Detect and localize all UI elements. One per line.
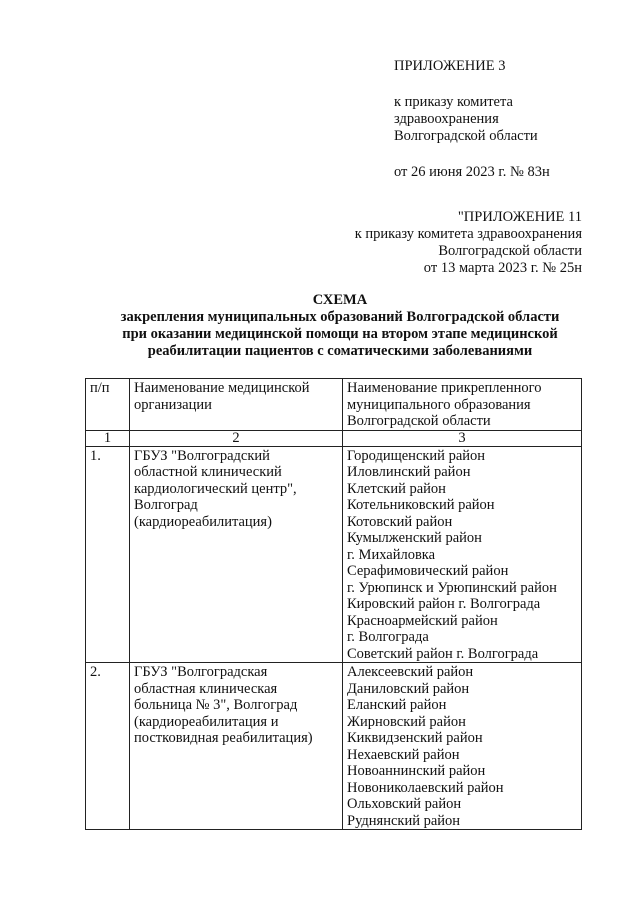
table-row: [86, 663, 582, 830]
area-item: Кумылженский район: [347, 530, 482, 546]
appendix-11-date: от 13 марта 2023 г. № 25н: [423, 260, 582, 276]
scheme-title: СХЕМА: [312, 292, 368, 308]
appendix-11-line: к приказу комитета здравоохранения: [354, 226, 582, 242]
area-item: Нехаевский район: [347, 746, 460, 763]
area-item: г. Волгограда: [347, 629, 429, 645]
area-item: Котовский район: [347, 513, 453, 530]
header-text: Волгоградской области: [347, 413, 491, 429]
column-number: 3: [343, 430, 582, 446]
header-areas: [343, 379, 582, 431]
organization-line: больница № 3", Волгоград: [134, 697, 298, 713]
area-item: Ольховский район: [347, 796, 462, 812]
area-item: Алексеевский район: [347, 664, 474, 680]
area-item: Городищенский район: [347, 447, 486, 464]
organization-line: ГБУЗ "Волгоградская: [134, 664, 268, 680]
header-text: п/п: [90, 380, 110, 396]
header-org: [130, 379, 343, 431]
area-item: Киквидзенский район: [347, 730, 483, 746]
areas-cell: [343, 663, 582, 830]
table-header-row: [86, 379, 582, 431]
area-item: г. Михайловка: [347, 546, 436, 563]
area-item: Красноармейский район: [347, 612, 498, 629]
appendix-3-line: к приказу комитета: [394, 94, 513, 110]
organization-line: постковидная реабилитация): [134, 730, 313, 746]
column-number-row: [86, 430, 582, 446]
area-item: Клетский район: [347, 480, 446, 497]
area-item: Руднянский район: [347, 812, 461, 829]
area-item: Кировский район г. Волгограда: [347, 596, 541, 612]
row-number: 1.: [86, 446, 130, 663]
organization-cell: [130, 663, 343, 830]
scheme-subtitle-line: реабилитации пациентов с соматическими заболеваниями: [147, 343, 533, 359]
appendix-11-line: Волгоградской области: [438, 243, 582, 259]
organization-line: областная клиническая: [134, 680, 278, 697]
scheme-subtitle-line: при оказании медицинской помощи на втором этапе медицинской: [122, 326, 558, 342]
appendix-3-line: Волгоградской области: [394, 128, 538, 144]
area-item: Жирновский район: [347, 713, 466, 730]
table-row: [86, 446, 582, 663]
organization-line: областной клинический: [134, 464, 282, 480]
appendix-3-title: ПРИЛОЖЕНИЕ 3: [394, 58, 506, 74]
appendix-11-block: [355, 209, 582, 277]
header-num: [86, 379, 130, 431]
column-number: 2: [130, 430, 343, 446]
area-item: Иловлинский район: [347, 464, 471, 480]
areas-cell: [343, 446, 582, 663]
area-item: Еланский район: [347, 697, 447, 713]
header-text: Наименование медицинской: [134, 380, 310, 396]
scheme-subtitle-line: закрепления муниципальных образований Волгоградской области: [120, 309, 560, 325]
row-number: 2.: [86, 663, 130, 830]
area-item: Новониколаевский район: [347, 779, 504, 796]
area-item: Котельниковский район: [347, 497, 495, 513]
area-item: г. Урюпинск и Урюпинский район: [347, 579, 557, 596]
organization-line: ГБУЗ "Волгоградский: [134, 447, 270, 464]
area-item: Серафимовический район: [347, 563, 509, 579]
header-text: муниципального образования: [347, 396, 531, 413]
appendix-3-line: здравоохранения: [394, 111, 499, 127]
organization-cell: [130, 446, 343, 663]
area-item: Новоаннинский район: [347, 763, 486, 779]
scheme-heading: [60, 292, 620, 360]
header-text: Наименование прикрепленного: [347, 380, 542, 396]
column-number: 1: [86, 430, 130, 446]
area-item: Советский район г. Волгограда: [347, 645, 539, 662]
organization-line: (кардиореабилитация и: [134, 713, 279, 730]
organization-line: кардиологический центр",: [134, 480, 297, 497]
organization-line: Волгоград: [134, 497, 198, 513]
assignment-table: [85, 378, 582, 830]
organization-line: (кардиореабилитация): [134, 513, 272, 530]
appendix-3-block: [394, 58, 550, 181]
appendix-3-date: от 26 июня 2023 г. № 83н: [394, 164, 550, 180]
appendix-11-title: "ПРИЛОЖЕНИЕ 11: [457, 209, 582, 225]
header-text: организации: [134, 396, 212, 413]
area-item: Даниловский район: [347, 680, 470, 697]
